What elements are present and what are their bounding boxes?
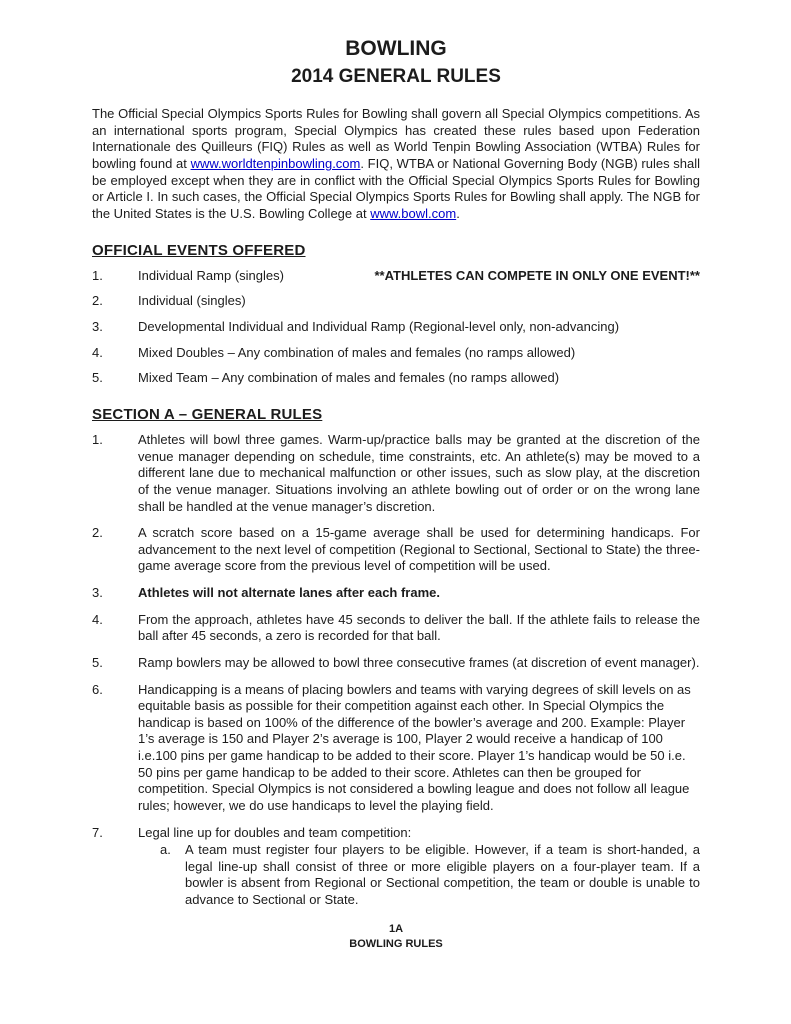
list-item-text: Mixed Team – Any combination of males and females (no ramps allowed) <box>138 370 560 386</box>
list-item <box>92 345 700 362</box>
list-item <box>92 370 700 387</box>
list-item-text: Developmental Individual and Individual Ramp (Regional-level only, non-advancing) <box>138 319 620 334</box>
list-item-text: Individual (singles) <box>138 293 246 309</box>
intro-text-3: . <box>456 205 460 221</box>
list-item <box>92 268 700 285</box>
events-heading: OFFICIAL EVENTS OFFERED <box>92 241 306 259</box>
page-subtitle: 2014 GENERAL RULES <box>291 65 501 87</box>
sub-rule-text: A team must register four players to be eligible. However, if a team is short-handed, a legal line-up shall consist of three or more eligible players on a four-player team. If a bowler is absent from Regional or Sectional competition, the team or double is unable to advance to Sectional or State. <box>185 842 700 908</box>
worldtenpinbowling-link[interactable]: www.worldtenpinbowling.com <box>190 156 361 172</box>
rule-item-text: Ramp bowlers may be allowed to bowl three consecutive frames (at discretion of event manager). <box>138 654 700 670</box>
list-item <box>92 293 700 310</box>
rule-item-text: From the approach, athletes have 45 seconds to deliver the ball. If the athlete fails to release the ball after 45 seconds, a zero is recorded for that ball. <box>138 611 700 644</box>
rule-item-text: Handicapping is a means of placing bowlers and teams with varying degrees of skill levels on as equitable basis as possible for their competition against each other. In Special Olympics the handicap is based on 100% of the difference of the bowler’s average and 200. Example: Player 1’s average is 150 and Player 2’s average is 100, Player 2 would receive a handicap of 100 i.e.100 pins per game handicap to be added to their score. Player 1’s handicap would be 50 i.e. 50 pins per game handicap to be added to their score. Athletes can then be grouped for competition. Special Olympics is not considered a bowling league and does not follow all league rules; however, we do use handicaps to level the playing field. <box>138 681 691 813</box>
events-list <box>92 268 700 387</box>
section-a-list <box>92 432 700 909</box>
rule-item-number: 5. <box>92 654 103 670</box>
intro-text-2: . FIQ, WTBA or National Governing Body (NGB) rules shall be employed except when they are in conflict with the Official Special Olympics Sports Rules for Bowling or Article I. In such cases, the Official Special Olympics Sports Rules for Bowling shall apply. The NGB for the United States is the U.S. Bowling College at <box>92 156 700 221</box>
page-footer <box>92 922 700 952</box>
list-item <box>92 319 700 336</box>
rule-item-number: 2. <box>92 525 103 541</box>
rule-item-body <box>138 825 700 909</box>
footer-doc-title: BOWLING RULES <box>349 937 443 950</box>
rule-item-text: Athletes will not alternate lanes after each frame. <box>138 585 440 601</box>
rule-item <box>92 432 700 515</box>
section-a-heading: SECTION A – GENERAL RULES <box>92 405 323 423</box>
rule-item <box>92 525 700 575</box>
rule-item-text: A scratch score based on a 15-game average shall be used for determining handicaps. For advancement to the next level of competition (Regional to Sectional, Sectional to State) the three-game average score from the previous level of competition will be used. <box>138 525 700 574</box>
list-item-number: 4. <box>92 344 103 360</box>
list-item-number: 5. <box>92 370 103 386</box>
rule-item <box>92 655 700 672</box>
rule-item-text: Athletes will bowl three games. Warm-up/practice balls may be granted at the discretion of the venue manager depending on schedule, time constraints, etc. An athlete(s) may be moved to a different lane due to mechanical malfunction or other issues, such as slow play, at the discretion of the venue manager. Situations involving an athlete bowling out of order or on the wrong lane shall be handled at the venue manager’s discretion. <box>138 432 700 514</box>
list-item-number: 2. <box>92 293 103 309</box>
list-item-number: 3. <box>92 319 103 334</box>
rule-item-number: 6. <box>92 681 103 697</box>
intro-text-1: The Official Special Olympics Sports Rules for Bowling shall govern all Special Olympics competitions. As an international sports program, Special Olympics has created these rules based upon Federation Internationale des Quilleurs (FIQ) Rules as well as World Tenpin Bowling Association (WTBA) Rules for bowling found at <box>92 106 700 172</box>
footer-page-number: 1A <box>388 922 404 935</box>
rule-item-text: Legal line up for doubles and team competition: <box>138 824 412 840</box>
rule-item <box>92 682 700 815</box>
sub-rule-item <box>138 842 700 909</box>
rule-item-number: 1. <box>92 432 103 448</box>
rule-item-number: 3. <box>92 585 103 601</box>
page-title: BOWLING <box>345 37 447 60</box>
list-item-number: 1. <box>92 267 103 283</box>
rule-item <box>92 825 700 909</box>
list-item-text: Mixed Doubles – Any combination of males and females (no ramps allowed) <box>138 344 576 360</box>
intro-paragraph <box>92 106 700 222</box>
rule-item-number: 4. <box>92 611 103 627</box>
compete-notice: **ATHLETES CAN COMPETE IN ONLY ONE EVENT!** <box>374 267 700 283</box>
rule-item <box>92 612 700 645</box>
rule-item-number: 7. <box>92 824 103 840</box>
bowl-link[interactable]: www.bowl.com <box>370 205 457 221</box>
rule-item <box>92 585 700 602</box>
list-item-text: Individual Ramp (singles) <box>138 267 284 283</box>
sub-rule-number: a. <box>160 842 171 858</box>
